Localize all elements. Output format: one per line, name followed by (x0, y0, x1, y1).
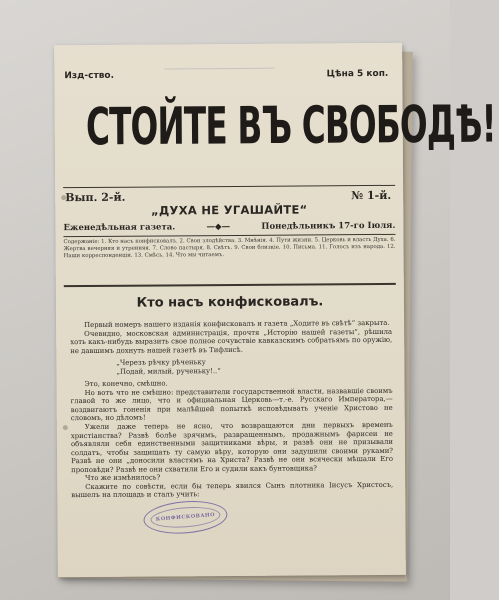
issue-part: Вып. 2-й. (65, 190, 126, 205)
paragraph: Первый номеръ нашего изданія конфисковалъ и газета „Ходите въ свѣтѣ“ закрыта. (84, 318, 390, 330)
paragraph: Скажите по совѣсти, если бы теперь явился Сынъ плотника Іисусъ Христосъ, вышелъ на площадь и сталъ учить: (71, 480, 394, 500)
weekly-row (63, 221, 395, 233)
weekly-date: Понедѣльникъ 17-го Іюля. (261, 220, 396, 232)
issue-number: № 1-й. (351, 188, 392, 203)
divider (63, 185, 395, 188)
publisher-label: Изд-ство. (64, 70, 115, 82)
stamp-text: КОНФИСКОВАНО (150, 505, 221, 530)
article-title: Кто насъ конфисковалъ. (136, 294, 324, 311)
library-stamp (142, 498, 228, 536)
article-body (70, 319, 393, 500)
weekly-kind: Еженедѣльная газета. (63, 222, 176, 234)
divider (64, 283, 396, 287)
paragraph: Очевидно, московская администрація, прочтя „Исторію нашей газеты“, рѣшила хоть какъ-нибудь выразить свое полное сочувствіе кавказскимъ собратьямъ по оружію, не давшимъ дохнуть нашей газетѣ въ Тифлисѣ. (70, 327, 393, 355)
paragraph: Но вотъ что не смѣшно: представители государственной власти, назвавшіе своимъ главой то же лицо, что и официальная Церковь—т.-е. Русскаго Императора,—воздвигаютъ гоненія при малѣйшей попыткѣ исповѣдывать ученіе Христово не словомъ, но дѣломъ! (70, 386, 393, 423)
paragraph: Что же измѣнилось? (85, 473, 161, 483)
verse-line: „Подай, милый, рученьку!..“ (116, 366, 221, 376)
masthead-title: СТОЙТЕ ВЪ СВОБОДѢ! (85, 94, 496, 157)
faint-stamp-mark (164, 54, 274, 70)
verse-line: „Черезъ рѣчку рѣченьку (116, 358, 206, 367)
motto: „ДУХА НЕ УГАШАЙТЕ“ (151, 202, 308, 218)
contents-list: Содержаніе: 1. Кто насъ конфисковалъ. 2. Свои злодѣйства. 3. Мнѣнія. 4. Пути жизни. 5. Церковь и власть Духа. 6. Жертва вечерняя и утренняя. 7. Слово пастыря. 8. Свѣтъ. 9. Свои близкіе. 10. Письма. 11. Голосъ изъ народа. 12. Наши корреспонденціи. 13. Смѣсь. 14. Что мы читаемъ. (63, 236, 396, 260)
newspaper-page (54, 43, 496, 577)
ornament-icon: —◆— (206, 221, 231, 233)
top-line (64, 69, 388, 81)
paragraph: Ужели даже теперь не ясно, что возвращаются дни первыхъ временъ христіанства? Развѣ болѣе зрячимъ, развращеннымъ, продажнымъ фарисеи не объявляли себя единственными защитниками вѣры, и развѣ они не призывали солдатъ, чтобы защищать ту самую вѣру, которую они задушили своими руками? Развѣ не они „доносили властямъ на Христа? Развѣ не они всячески мѣшали Его проповѣди? Развѣ не они схватили Его и судили какъ бунтовщика? (70, 420, 394, 474)
price-label: Цѣна 5 коп. (326, 68, 389, 80)
paragraph: Это, конечно, смѣшно. (84, 379, 168, 389)
